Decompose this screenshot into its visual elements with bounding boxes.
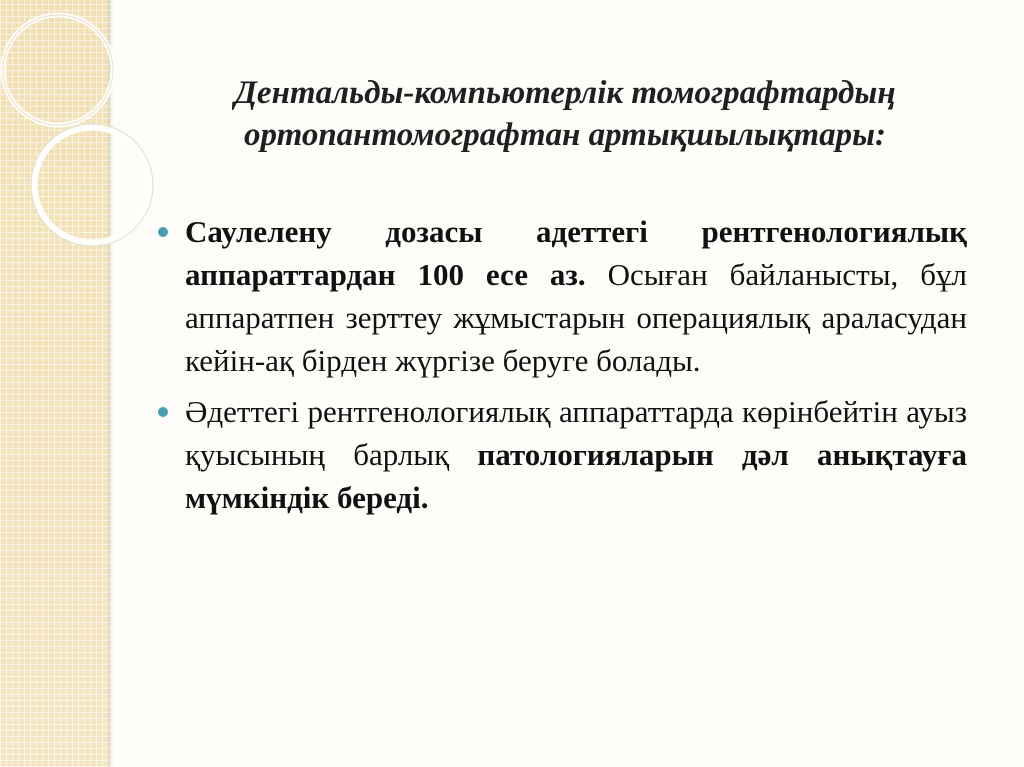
bullet-bold-text: патологияларын дәл анықтауға мүмкіндік береді. [185, 437, 968, 515]
list-item [185, 390, 967, 519]
slide-title-line-2: ортопантомографтан артықшылықтары: [244, 117, 886, 153]
slide-title-line-1: Дентальды-компьютерлік томографтардың [234, 75, 896, 111]
slide-title [150, 72, 980, 156]
bullet-text: Осыған байланысты, бұл аппаратпен зерттеу жұмыстарын операциялық араласудан кейін-ақ бірден жүргізе беруге болады. [185, 257, 968, 378]
ring-decoration-icon [0, 0, 160, 260]
bullet-list [185, 210, 967, 527]
list-item [185, 210, 967, 382]
bullet-dot-icon [158, 407, 168, 417]
bullet-bold-text: Саулелену дозасы адеттегі рентгенологиялық аппараттардан 100 есе аз. [185, 214, 967, 292]
bullet-text: Әдеттегі рентгенологиялық аппараттарда көрінбейтін ауыз қуысының барлық [185, 394, 967, 472]
bullet-dot-icon [158, 227, 168, 237]
